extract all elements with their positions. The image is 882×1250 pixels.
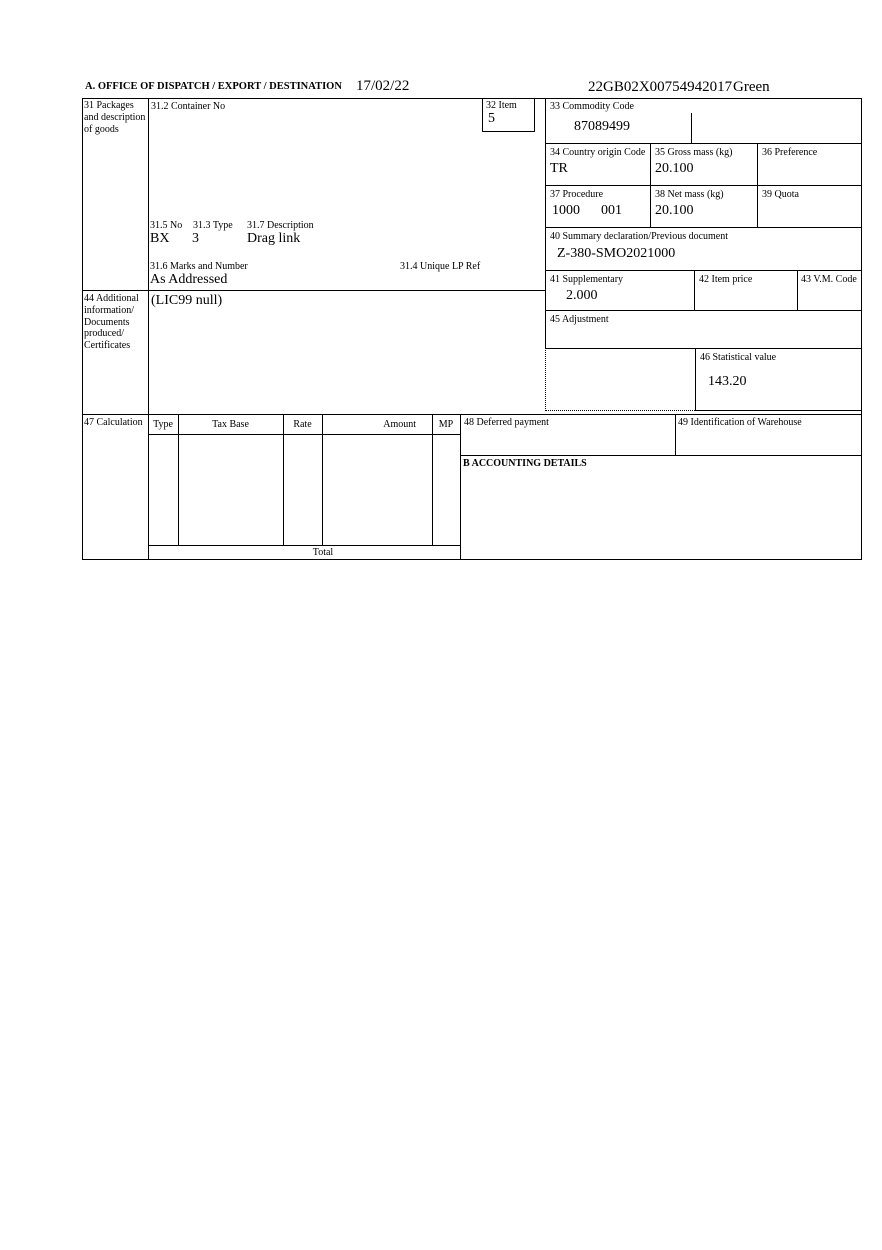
box40-summary-cell	[545, 227, 862, 270]
table-total-divider-line	[148, 545, 461, 546]
box31-marks-value: As Addressed	[150, 272, 228, 287]
box42-label: 42 Item price	[699, 274, 753, 285]
box46-label: 46 Statistical value	[700, 352, 777, 363]
box36-label: 36 Preference	[762, 147, 818, 158]
box33-subdivision-line	[691, 113, 692, 143]
box38-value: 20.100	[655, 203, 694, 218]
declaration-date: 17/02/22	[356, 78, 410, 94]
mrn-number: 22GB02X00754942017	[588, 79, 733, 95]
box45-label: 45 Adjustment	[550, 314, 609, 325]
box34-value: TR	[550, 161, 568, 176]
box33-label: 33 Commodity Code	[550, 101, 634, 112]
box49-label: 49 Identification of Warehouse	[678, 417, 802, 428]
table-col-amount: Amount	[383, 419, 416, 430]
accounting-top-line	[460, 455, 862, 456]
routing-result: Green	[733, 79, 770, 95]
box47-label: 47 Calculation	[84, 417, 143, 428]
box38-net-mass-cell	[650, 185, 757, 227]
box37-procedure-cell	[545, 185, 650, 227]
box32-item-cell	[482, 98, 535, 132]
box32-label: 32 Item	[486, 100, 517, 111]
box33-commodity-cell	[545, 98, 862, 143]
box34-country-cell	[545, 143, 650, 185]
box31-unique-lp-label: 31.4 Unique LP Ref	[400, 261, 481, 272]
box34-label: 34 Country origin Code	[550, 147, 646, 158]
box35-label: 35 Gross mass (kg)	[655, 147, 733, 158]
box37-value1: 1000	[552, 203, 580, 218]
box31-type-value: 3	[192, 231, 199, 246]
box41-value: 2.000	[566, 288, 598, 303]
box44-value: (LIC99 null)	[151, 293, 223, 308]
box43-vm-code-cell	[797, 270, 862, 310]
box33-value: 87089499	[574, 119, 630, 134]
box37-label: 37 Procedure	[550, 189, 604, 200]
box31-no-value: BX	[150, 231, 170, 246]
office-of-dispatch-label: A. OFFICE OF DISPATCH / EXPORT / DESTINATION	[85, 81, 342, 92]
box36-preference-cell	[757, 143, 862, 185]
left-column-divider-line	[148, 98, 149, 560]
box44-label: 44 Additional information/ Documents produced/ Certificates	[84, 293, 139, 352]
box48-box49-divider-line	[675, 414, 676, 455]
box32-value: 5	[488, 111, 495, 126]
box45-adjustment-cell	[545, 310, 862, 348]
box31-box44-divider-line	[82, 290, 545, 291]
box35-gross-mass-cell	[650, 143, 757, 185]
table-header-divider-line	[148, 434, 461, 435]
box41-supplementary-cell	[545, 270, 694, 310]
box48-label: 48 Deferred payment	[464, 417, 549, 428]
bottom-section-divider-line	[82, 414, 862, 415]
box31-label: 31 Packages and description of goods	[84, 100, 146, 135]
box38-label: 38 Net mass (kg)	[655, 189, 724, 200]
table-col-rate: Rate	[293, 419, 312, 430]
box31-description-label: 31.7 Description	[247, 220, 314, 231]
accounting-details-label: B ACCOUNTING DETAILS	[463, 458, 587, 469]
container-no-label: 31.2 Container No	[151, 101, 226, 112]
table-right-border-line	[460, 414, 461, 560]
box31-type-label: 31.3 Type	[193, 220, 233, 231]
box37-value2: 001	[601, 203, 622, 218]
table-col-tax-base: Tax Base	[212, 419, 249, 430]
box42-item-price-cell	[694, 270, 797, 310]
box40-value: Z-380-SMO2021000	[557, 246, 676, 261]
table-col-mp: MP	[438, 419, 454, 430]
box46-value: 143.20	[708, 374, 747, 389]
box39-label: 39 Quota	[762, 189, 799, 200]
table-total-label: Total	[312, 547, 334, 558]
box35-value: 20.100	[655, 161, 694, 176]
box45-dotted-area	[545, 348, 695, 411]
box41-label: 41 Supplementary	[550, 274, 624, 285]
box46-statistical-value-cell	[695, 348, 862, 411]
box39-quota-cell	[757, 185, 862, 227]
table-col-type: Type	[153, 419, 173, 430]
box31-no-label: 31.5 No	[150, 220, 183, 231]
box31-description-value: Drag link	[247, 231, 301, 246]
box31-marks-label: 31.6 Marks and Number	[150, 261, 248, 272]
box43-label: 43 V.M. Code	[801, 274, 857, 285]
box40-label: 40 Summary declaration/Previous document	[550, 231, 729, 242]
